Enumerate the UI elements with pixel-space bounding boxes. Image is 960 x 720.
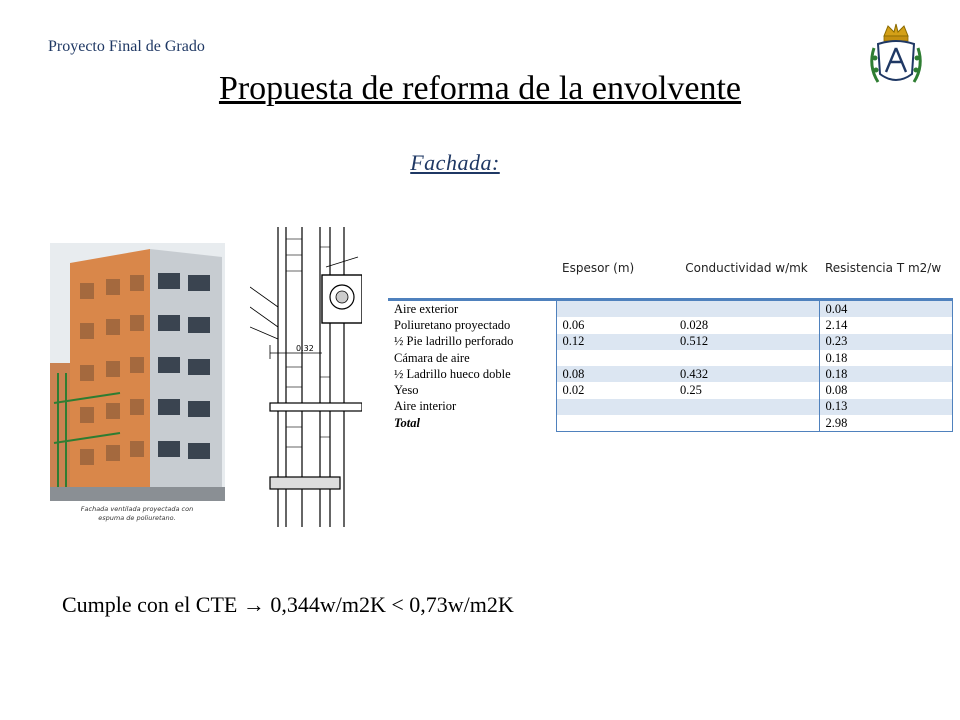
material-cell: Yeso (394, 383, 419, 398)
espesor-cell: 0.08 (556, 366, 674, 382)
slide-title: Propuesta de reforma de la envolvente (218, 70, 742, 107)
resistencia-cell: 0.18 (819, 366, 952, 382)
conductividad-cell (674, 350, 819, 366)
project-label: Proyecto Final de Grado (48, 38, 205, 55)
espesor-cell (556, 415, 674, 432)
thermal-resistance-table (388, 258, 953, 432)
resistencia-cell: 0.23 (819, 334, 952, 350)
photo-caption-line1: Fachada ventilada proyectada con (80, 505, 194, 513)
espesor-cell (556, 350, 674, 366)
conductividad-cell: 0.028 (680, 317, 709, 332)
material-cell: Poliuretano proyectado (394, 317, 511, 332)
resistencia-cell: 0.18 (819, 350, 952, 366)
conductividad-cell (674, 300, 819, 318)
material-cell: Aire interior (394, 399, 457, 414)
resistencia-cell: 0.13 (819, 399, 952, 415)
espesor-cell: 0.02 (556, 382, 674, 398)
photo-caption-line2: espuma de poliuretano. (98, 514, 176, 522)
espesor-cell (556, 300, 674, 318)
table-row (388, 399, 952, 415)
wall-section-drawing (250, 227, 362, 535)
section-subtitle: Fachada: (410, 150, 500, 175)
conductividad-cell: 0.432 (674, 366, 819, 382)
material-cell: ½ Pie ladrillo perforado (394, 334, 514, 349)
conductividad-cell: 0.512 (674, 334, 819, 350)
table-row (388, 317, 952, 333)
table-header-row (388, 258, 952, 300)
column-header-conductividad: Conductividad w/mk (674, 258, 819, 300)
espesor-cell (556, 399, 674, 415)
table-row (388, 350, 952, 366)
resistencia-cell: 0.04 (819, 300, 952, 318)
material-cell: Aire exterior (394, 301, 459, 316)
table-row (388, 300, 952, 318)
column-header-material (388, 258, 556, 300)
material-cell: Total (394, 415, 420, 430)
facade-building-photo (50, 243, 225, 533)
table-row (388, 382, 952, 398)
table-row-total (388, 415, 952, 432)
conductividad-cell (674, 399, 819, 415)
column-header-resistencia: Resistencia T m2/w (819, 258, 952, 300)
dimension-label: 0.32 (296, 344, 314, 353)
table-row (388, 366, 952, 382)
table-row (388, 334, 952, 350)
resistencia-cell: 0.08 (819, 382, 952, 398)
espesor-cell: 0.06 (556, 317, 674, 333)
conclusion-text: Cumple con el CTE → 0,344w/m2K < 0,73w/m2K (62, 592, 514, 617)
conductividad-cell: 0.25 (680, 383, 702, 398)
material-cell: ½ Ladrillo hueco doble (394, 366, 511, 381)
espesor-cell: 0.12 (556, 334, 674, 350)
material-cell: Cámara de aire (394, 350, 470, 365)
resistencia-cell: 2.98 (819, 415, 952, 432)
conductividad-cell (674, 415, 819, 432)
resistencia-cell: 2.14 (819, 317, 952, 333)
column-header-espesor: Espesor (m) (556, 258, 674, 300)
